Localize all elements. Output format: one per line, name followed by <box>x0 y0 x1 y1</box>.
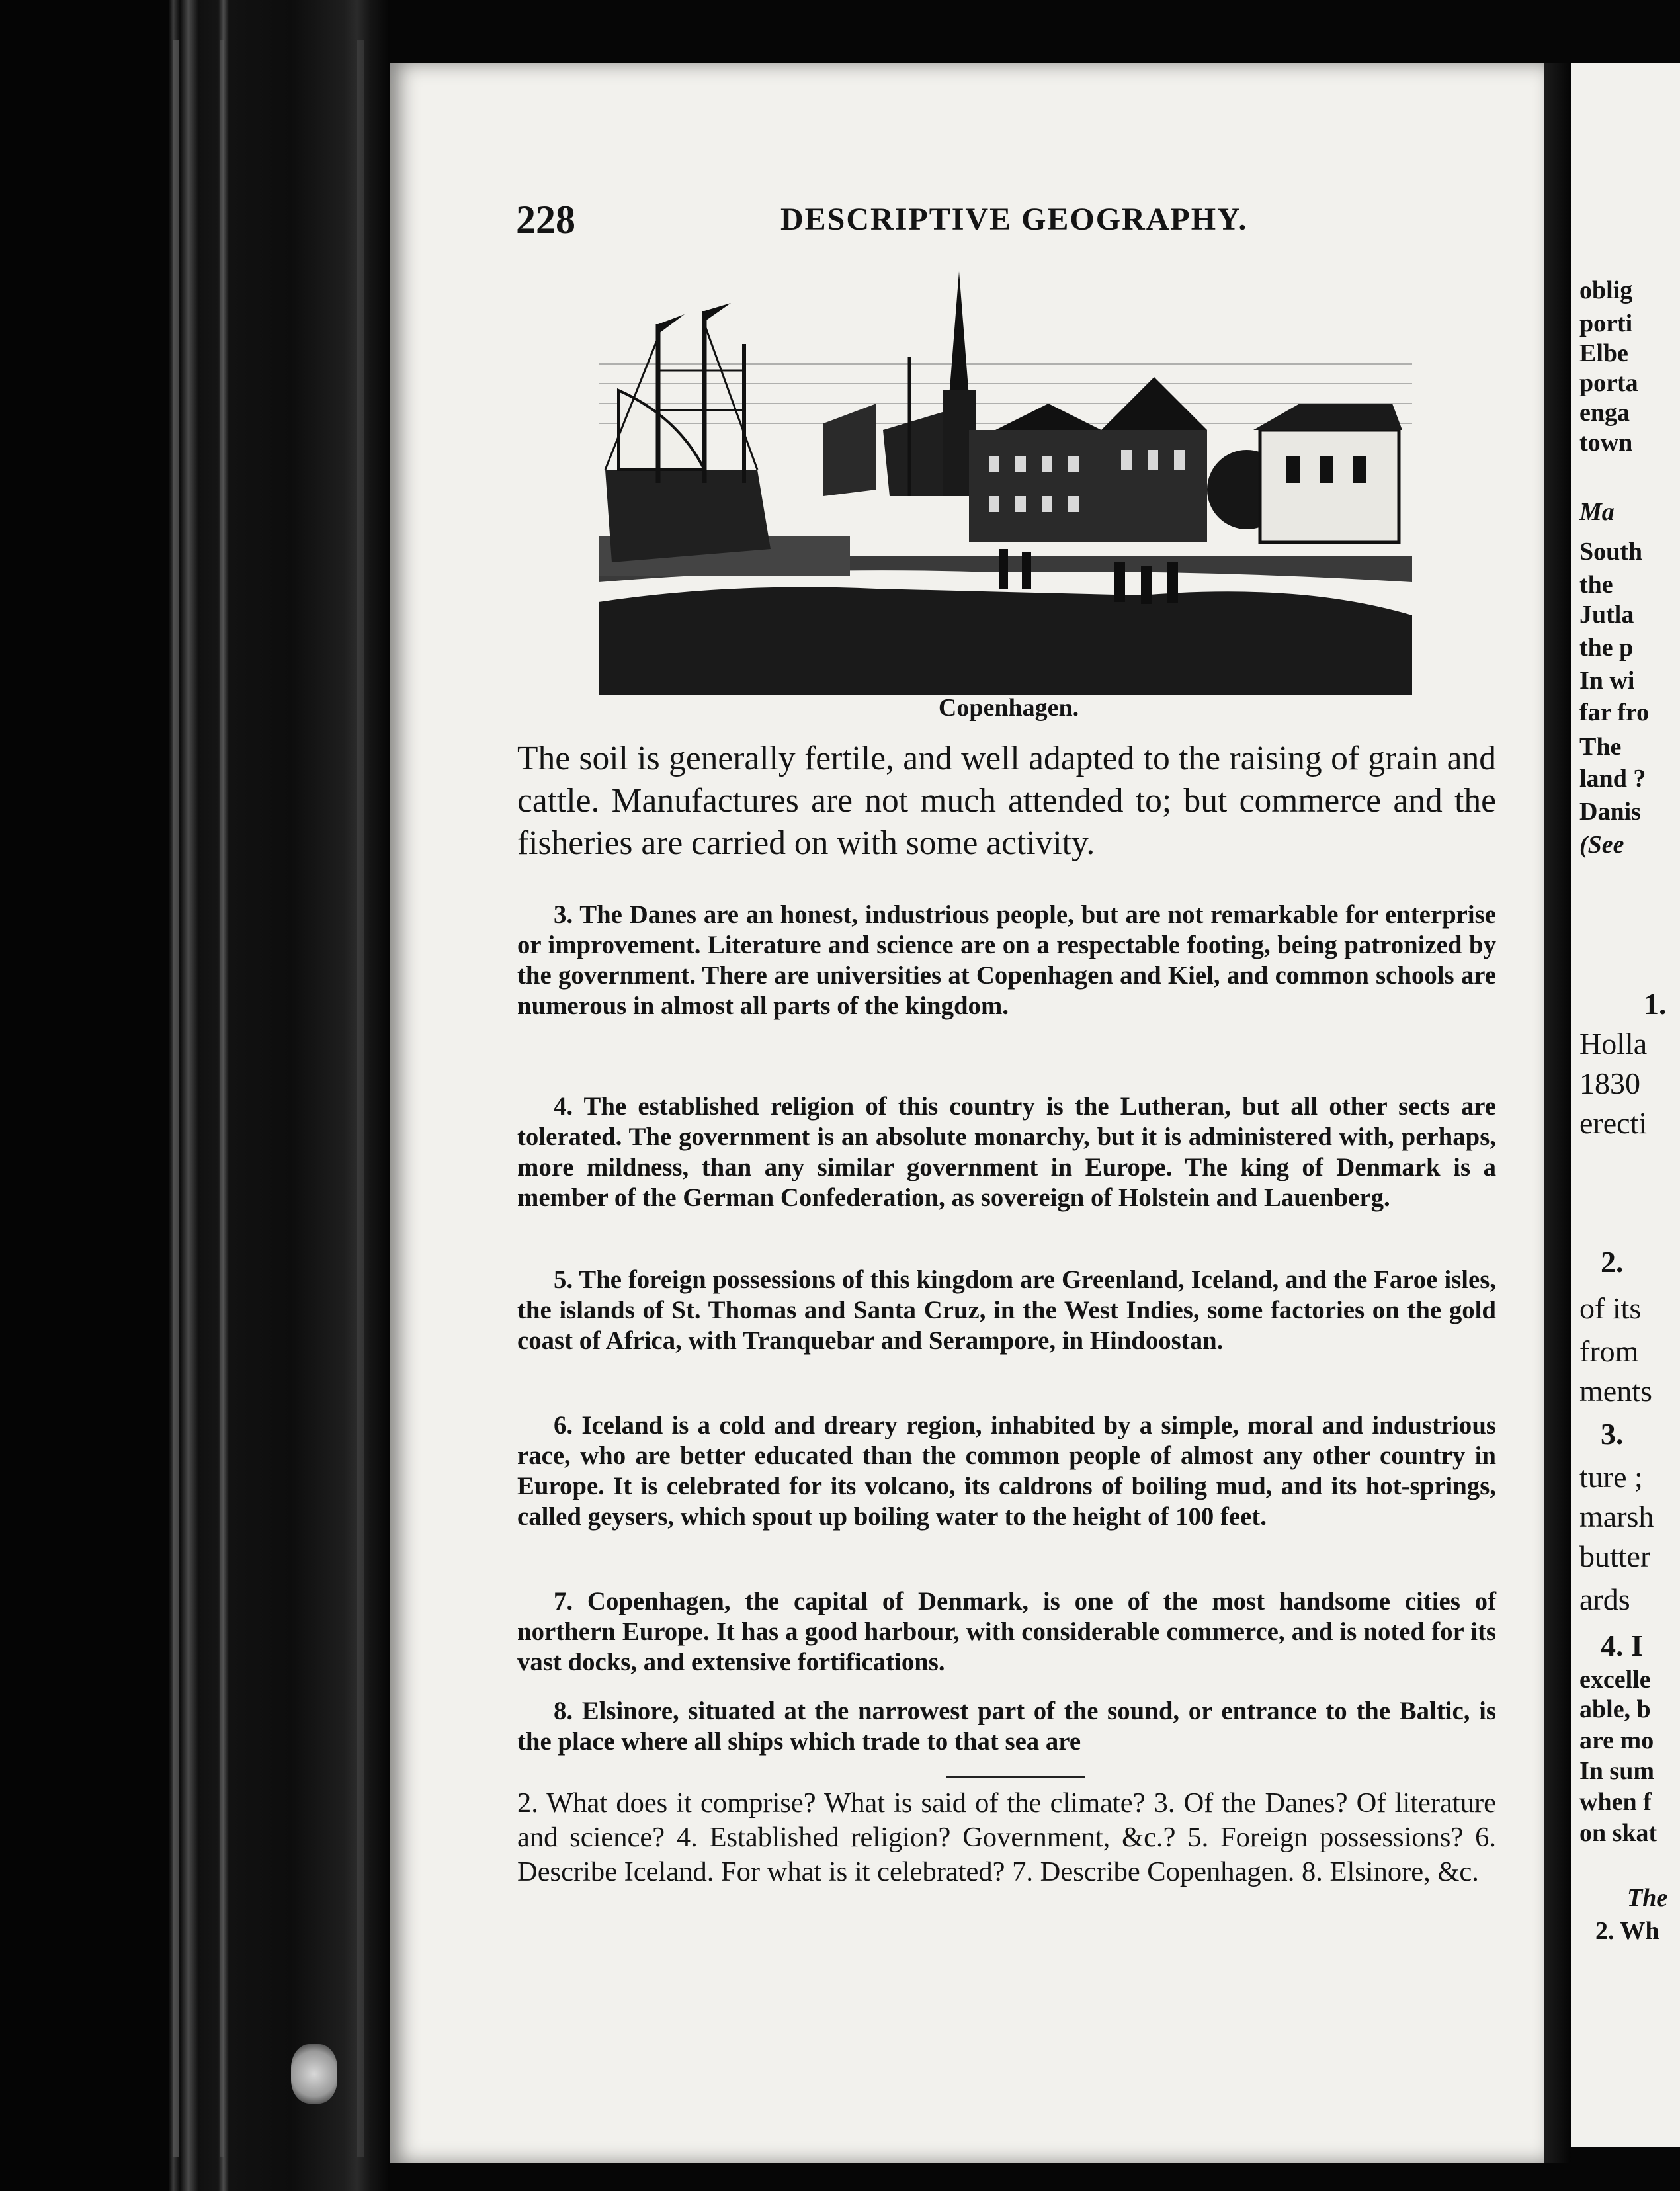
copenhagen-engraving <box>599 271 1412 695</box>
facing-fragment: The <box>1627 1884 1668 1912</box>
paragraph-4: 4. The established religion of this country is the Lutheran, but all other sects are tolerated. The government is an absolute monarchy, but it is administered with, perhaps, more mildness, than any similar government in Europe. The king of Denmark is a member of the German Confederation, as sovereign of Holstein and Lauenberg. <box>517 1092 1496 1212</box>
facing-fragment: 2. <box>1601 1245 1624 1279</box>
facing-fragment: town <box>1579 429 1633 456</box>
facing-fragment: butter <box>1579 1539 1651 1573</box>
paragraph-3: 3. The Danes are an honest, industrious people, but are not remarkable for enterprise or improvement. Literature and science are on a respectable footing, being patronized by the government. There are universities at Copenhagen and Kiel, and common schools are numerous in almost all parts of the kingdom. <box>517 900 1496 1020</box>
facing-fragment: when f <box>1579 1788 1652 1816</box>
facing-fragment: 2. Wh <box>1595 1917 1659 1945</box>
paragraph-5: 5. The foreign possessions of this kingdom are Greenland, Iceland, and the Faroe isles, the islands of St. Thomas and Santa Cruz, in the West Indies, some factories on the gold coast of Africa, with Tranquebar and Serampore, in Hindoostan. <box>517 1266 1496 1355</box>
paragraph-7: 7. Copenhagen, the capital of Denmark, is one of the most handsome cities of northern Europe. It has a good harbour, with considerable commerce, and is noted for its vast docks, and extensive fortifications. <box>517 1587 1496 1676</box>
facing-fragment: Jutla <box>1579 601 1634 628</box>
facing-fragment: of its <box>1579 1291 1642 1325</box>
facing-fragment: excelle <box>1579 1666 1651 1694</box>
facing-fragment: In sum <box>1579 1757 1654 1785</box>
facing-fragment: land ? <box>1579 765 1646 793</box>
paragraph-8: 8. Elsinore, situated at the narrowest part of the sound, or entrance to the Baltic, is the place where all ships which trade to that sea are <box>517 1697 1496 1756</box>
facing-fragment: South <box>1579 538 1643 566</box>
facing-fragment: ments <box>1579 1374 1652 1408</box>
spine-highlight <box>357 40 364 2157</box>
page-gutter-shadow <box>1544 63 1571 2163</box>
facing-fragment: able, b <box>1579 1696 1651 1723</box>
facing-fragment: ture ; <box>1579 1460 1643 1494</box>
facing-fragment: ards <box>1579 1582 1630 1616</box>
facing-fragment: In wi <box>1579 667 1635 695</box>
book-spine <box>0 0 390 2191</box>
facing-fragment: Ma <box>1579 498 1615 526</box>
lead-paragraph: The soil is generally fertile, and well adapted to the raising of grain and cattle. Manufactures are not much attended to; but commerce and the fisheries are carried on with some activity. <box>517 740 1496 862</box>
facing-fragment: 4. I <box>1601 1629 1643 1662</box>
facing-fragment: Holla <box>1579 1027 1648 1060</box>
facing-fragment: Danis <box>1579 798 1641 826</box>
facing-fragment: are mo <box>1579 1727 1654 1754</box>
facing-fragment: The <box>1579 733 1622 761</box>
facing-fragment: porta <box>1579 369 1638 397</box>
facing-fragment: 1830 <box>1579 1066 1640 1100</box>
facing-fragment: on skat <box>1579 1819 1658 1847</box>
paper-blemish <box>291 2044 337 2104</box>
page-number: 228 <box>516 198 575 241</box>
facing-fragment: (See <box>1579 831 1624 859</box>
page-header <box>516 197 1283 243</box>
facing-fragment: 1. <box>1644 987 1667 1021</box>
review-questions: 2. What does it comprise? What is said of the climate? 3. Of the Danes? Of literature and science? 4. Established religion? Government, &c.? 5. Foreign possessions? 6. Describe Iceland. For what is it celebrated? 7. Describe Copenhagen. 8. Elsinore, &c. <box>517 1787 1496 1887</box>
facing-fragment: porti <box>1579 310 1633 337</box>
facing-fragment: enga <box>1579 399 1630 427</box>
spine-highlight <box>173 40 179 2157</box>
facing-fragment: the <box>1579 571 1613 599</box>
facing-fragment: from <box>1579 1334 1639 1368</box>
facing-fragment: 3. <box>1601 1417 1624 1451</box>
facing-fragment: erecti <box>1579 1106 1648 1140</box>
illustration-caption: Copenhagen. <box>938 694 1079 722</box>
facing-fragment: oblig <box>1579 277 1633 304</box>
facing-fragment: far fro <box>1579 699 1650 726</box>
facing-fragment: marsh <box>1579 1500 1654 1533</box>
spine-highlight <box>220 40 224 2157</box>
facing-fragment: Elbe <box>1579 339 1628 367</box>
separator-rule <box>946 1776 1085 1778</box>
facing-fragment: the p <box>1579 634 1634 662</box>
running-title: DESCRIPTIVE GEOGRAPHY. <box>780 202 1248 237</box>
paragraph-6: 6. Iceland is a cold and dreary region, inhabited by a simple, moral and industrious race, who are better educated than the common people of almost any other country in Europe. It is celebrated for its volcano, its caldrons of boiling mud, and its hot-springs, called geysers, which spout up boiling water to the height of 100 feet. <box>517 1411 1496 1531</box>
